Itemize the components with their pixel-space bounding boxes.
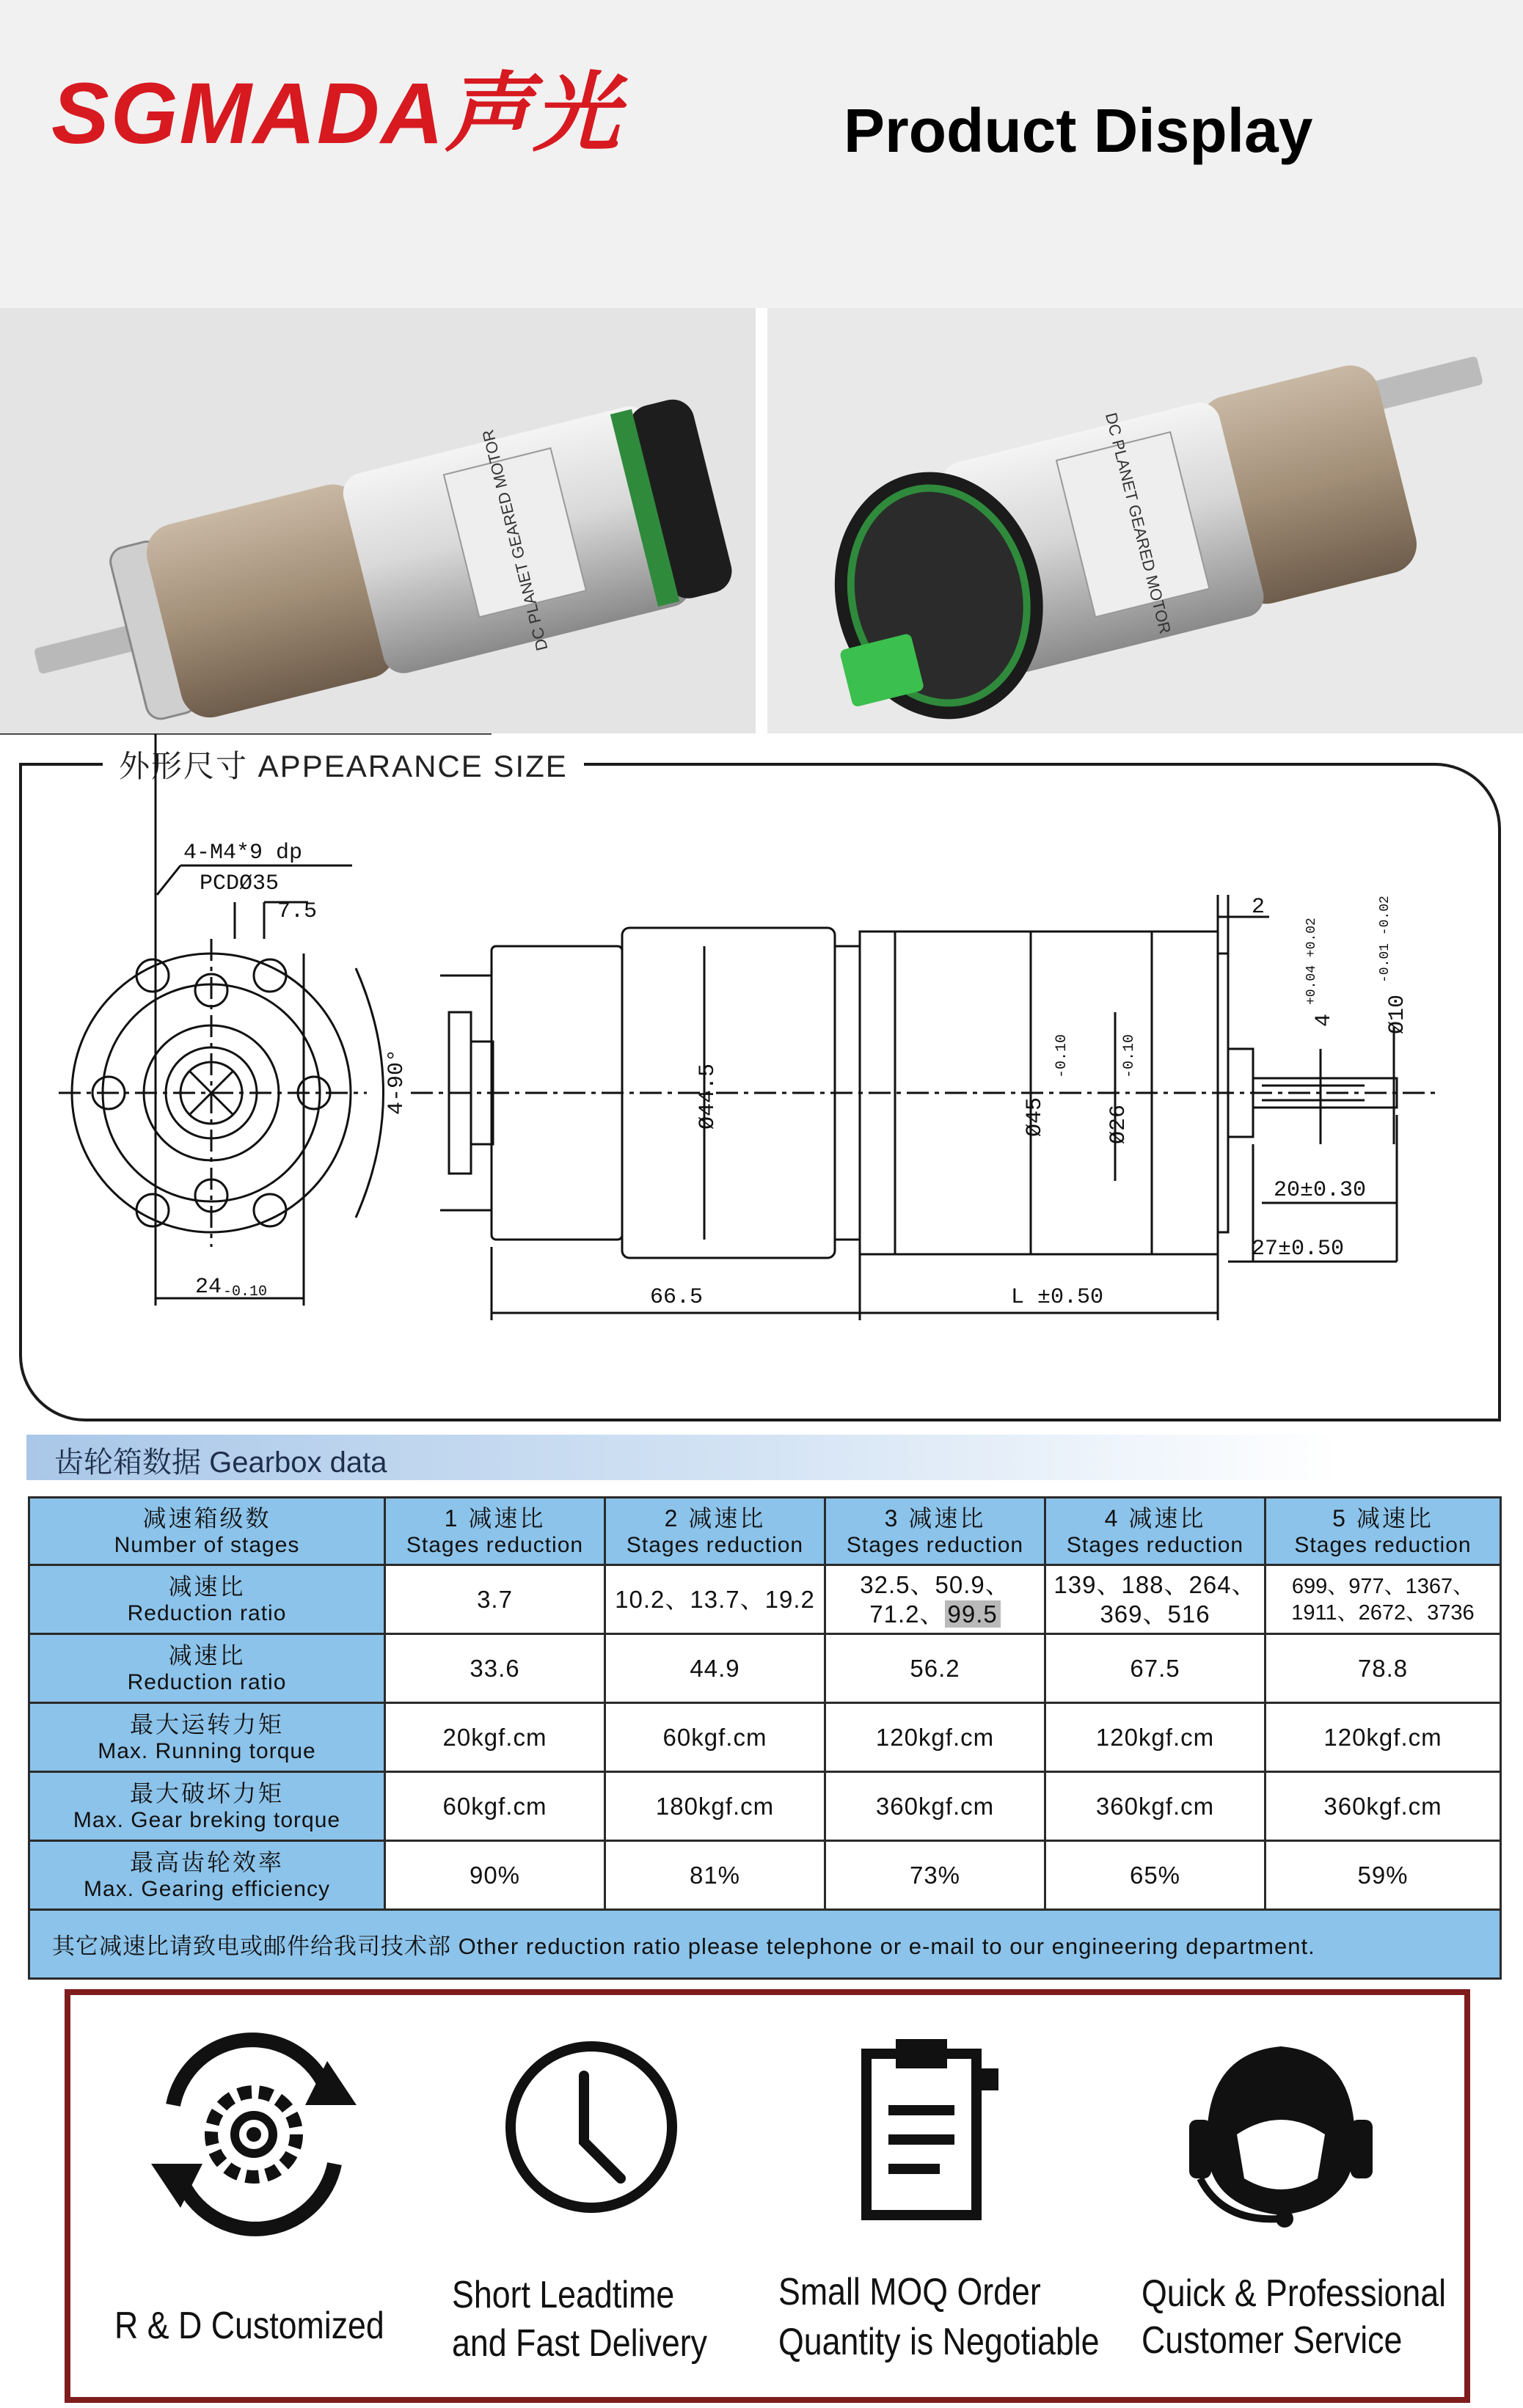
cell-value: 139、188、264、 — [1053, 1570, 1257, 1598]
cell-value: 20kgf.cm — [442, 1723, 547, 1751]
header-cell-4 — [1045, 1498, 1265, 1565]
dim-shaft10: Ø10 — [1385, 994, 1410, 1034]
dim-d26: Ø26 — [1106, 1104, 1131, 1144]
table-row — [29, 1772, 1501, 1841]
appearance-drawing — [0, 733, 1523, 1430]
header-cell-1 — [385, 1498, 605, 1565]
motor-label-text: DC PLANET GEARED MOTOR — [478, 428, 552, 653]
table-cell — [1045, 1703, 1265, 1772]
service-label-line2: and Fast Delivery — [452, 2322, 707, 2365]
clipboard-icon — [756, 2024, 1094, 2244]
dim-24: 24 — [195, 1275, 222, 1300]
table-cell — [825, 1565, 1045, 1634]
table-cell — [1265, 1565, 1501, 1634]
service-label: Quick & Professional — [1142, 2272, 1447, 2315]
header-cell-2 — [605, 1498, 825, 1565]
cell-value: 120kgf.cm — [1095, 1723, 1215, 1751]
cell-value: 360kgf.cm — [875, 1792, 995, 1820]
header-col-cn: 2 减速比 — [664, 1504, 766, 1531]
cell-value: 56.2 — [910, 1654, 960, 1682]
motor-photo-left-illustration — [0, 308, 756, 733]
cell-value: 180kgf.cm — [655, 1792, 775, 1820]
row-label-en: Max. Gearing efficiency — [84, 1876, 330, 1901]
header-cell-stages — [29, 1498, 385, 1565]
cell-value: 699、977、1367、 — [1291, 1574, 1475, 1598]
cell-value: 10.2、13.7、19.2 — [615, 1585, 815, 1613]
row-label-cell — [29, 1841, 385, 1910]
dim-pcd: PCDØ35 — [200, 871, 280, 896]
cell-value: 60kgf.cm — [442, 1792, 547, 1820]
dim-d26-tol: -0.10 — [1121, 1033, 1138, 1078]
service-leadtime — [423, 1995, 760, 2397]
header-col-cn: 3 减速比 — [884, 1504, 986, 1531]
gearbox-note: 其它减速比请致电或邮件给我司技术部 Other reduction ratio please telephone or e-mail to our engineering department. — [52, 1933, 1315, 1959]
cell-value: 60kgf.cm — [662, 1723, 767, 1751]
table-cell — [605, 1841, 825, 1910]
service-label: R & D Customized — [114, 2305, 384, 2347]
row-label-cn: 最大破坏力矩 — [129, 1779, 284, 1807]
table-row — [29, 1841, 1501, 1910]
row-label-cell — [29, 1565, 385, 1634]
dim-d45-tol: -0.10 — [1053, 1033, 1070, 1078]
row-label-en: Max. Gear breking torque — [73, 1807, 341, 1832]
dim-shaft10-tol: -0.01 -0.02 — [1378, 896, 1392, 983]
dim-2: 2 — [1252, 895, 1265, 920]
table-cell — [1045, 1565, 1265, 1634]
note-cell — [29, 1910, 1501, 1979]
header-col-cn: 4 减速比 — [1104, 1504, 1206, 1531]
table-cell — [385, 1841, 605, 1910]
table-row — [29, 1565, 1501, 1634]
dim-27: 27±0.50 — [1252, 1237, 1345, 1262]
dim-20: 20±0.30 — [1274, 1178, 1367, 1203]
header-label-en: Number of stages — [114, 1532, 300, 1557]
motor-photo-left — [0, 308, 756, 733]
table-cell — [1265, 1634, 1501, 1703]
header — [0, 0, 1523, 308]
table-cell — [1265, 1841, 1501, 1910]
table-cell — [1045, 1634, 1265, 1703]
note-row — [29, 1910, 1501, 1979]
gear-cycle-icon — [85, 2024, 423, 2244]
cell-value: 73% — [909, 1861, 961, 1889]
table-row — [29, 1703, 1501, 1772]
table-cell — [605, 1772, 825, 1841]
cell-value-line2: 369、516 — [1100, 1600, 1210, 1628]
table-row — [29, 1634, 1501, 1703]
highlighted-ratio: 99.5 — [945, 1600, 1001, 1628]
dim-d45: Ø45 — [1023, 1097, 1048, 1137]
table-cell — [1045, 1772, 1265, 1841]
header-col-en: Stages reduction — [406, 1532, 584, 1557]
gearbox-title: 齿轮箱数据 Gearbox data — [54, 1446, 387, 1479]
service-label-line2: Customer Service — [1142, 2319, 1403, 2362]
table-cell — [1265, 1703, 1501, 1772]
clock-icon — [423, 2024, 760, 2244]
dim-key4-tol: +0.04 +0.02 — [1304, 918, 1319, 1005]
row-label-en: Reduction ratio — [127, 1600, 287, 1625]
cell-value: 120kgf.cm — [1323, 1723, 1442, 1751]
cell-value: 81% — [689, 1861, 741, 1889]
header-col-en: Stages reduction — [626, 1532, 804, 1557]
cell-value-line2: 71.2、 — [869, 1600, 945, 1628]
cell-value: 3.7 — [477, 1585, 513, 1613]
drawing-title: 外形尺寸 APPEARANCE SIZE — [119, 749, 568, 783]
cell-value: 65% — [1129, 1861, 1181, 1889]
cell-value: 360kgf.cm — [1323, 1792, 1442, 1820]
table-cell — [825, 1634, 1045, 1703]
header-label-cn: 减速箱级数 — [142, 1504, 271, 1531]
service-label: Short Leadtime — [452, 2274, 675, 2316]
gearbox-title-band — [26, 1435, 1340, 1480]
header-col-en: Stages reduction — [846, 1532, 1024, 1557]
dim-key4: 4 — [1312, 1013, 1337, 1027]
dim-l: L ±0.50 — [1011, 1285, 1104, 1310]
row-label-cn: 减速比 — [168, 1642, 246, 1669]
dim-24-tol: -0.10 — [223, 1284, 268, 1300]
cell-value: 33.6 — [470, 1654, 520, 1682]
dim-d44-5: Ø44.5 — [695, 1063, 720, 1130]
dim-holes: 4-M4*9 dp — [183, 841, 303, 866]
header-cell-3 — [825, 1498, 1045, 1565]
cell-value: 78.8 — [1357, 1654, 1409, 1682]
table-cell — [605, 1565, 825, 1634]
cell-value-line2: 1911、2672、3736 — [1291, 1600, 1475, 1625]
cell-value: 59% — [1357, 1861, 1409, 1889]
row-label-en: Max. Running torque — [98, 1738, 316, 1763]
table-cell — [825, 1772, 1045, 1841]
table-cell — [605, 1634, 825, 1703]
gearbox-table — [28, 1496, 1502, 1980]
table-cell — [1265, 1772, 1501, 1841]
table-cell — [605, 1703, 825, 1772]
row-label-cn: 减速比 — [168, 1573, 246, 1600]
header-cell-5 — [1265, 1498, 1501, 1565]
table-cell — [1045, 1841, 1265, 1910]
header-col-cn: 5 减速比 — [1332, 1504, 1433, 1531]
dim-7-5: 7.5 — [277, 899, 318, 924]
service-rd — [85, 1995, 423, 2397]
table-cell — [385, 1772, 605, 1841]
motor-photo-right — [767, 308, 1523, 733]
page-title: Product Display — [844, 96, 1313, 165]
service-label: Small MOQ Order — [778, 2271, 1041, 2313]
table-cell — [385, 1703, 605, 1772]
cell-value: 44.9 — [690, 1654, 740, 1682]
technical-drawing — [0, 733, 1523, 1430]
table-cell — [385, 1565, 605, 1634]
table-cell — [825, 1841, 1045, 1910]
cell-value: 90% — [469, 1861, 521, 1889]
cell-value: 120kgf.cm — [875, 1723, 995, 1751]
header-col-en: Stages reduction — [1294, 1532, 1472, 1557]
motor-photo-right-illustration — [767, 308, 1523, 733]
header-col-cn: 1 减速比 — [444, 1504, 546, 1531]
cell-value: 360kgf.cm — [1095, 1792, 1215, 1820]
brand-logo-text: SGMADA声光 — [51, 65, 621, 162]
row-label-cn: 最高齿轮效率 — [129, 1848, 284, 1875]
brand-logo — [51, 59, 653, 169]
table-cell — [825, 1703, 1045, 1772]
motor-label-text-right: DC PLANET GEARED MOTOR — [1101, 411, 1175, 636]
service-support — [1112, 1995, 1450, 2397]
service-moq — [756, 1995, 1100, 2397]
table-cell — [385, 1634, 605, 1703]
row-label-cell — [29, 1703, 385, 1772]
headset-agent-icon — [1112, 2024, 1450, 2244]
services-panel — [65, 1989, 1470, 2403]
gearbox-header-row — [29, 1498, 1501, 1565]
service-label-line2: Quantity is Negotiable — [778, 2321, 1100, 2363]
header-col-en: Stages reduction — [1066, 1532, 1244, 1557]
row-label-cn: 最大运转力矩 — [129, 1710, 284, 1738]
row-label-cell — [29, 1772, 385, 1841]
row-label-en: Reduction ratio — [127, 1669, 287, 1694]
dim-angle: 4-90° — [384, 1048, 409, 1115]
row-label-cell — [29, 1634, 385, 1703]
cell-value: 32.5、50.9、 — [860, 1570, 1010, 1598]
dim-66-5: 66.5 — [650, 1285, 704, 1310]
cell-value: 67.5 — [1130, 1654, 1180, 1682]
